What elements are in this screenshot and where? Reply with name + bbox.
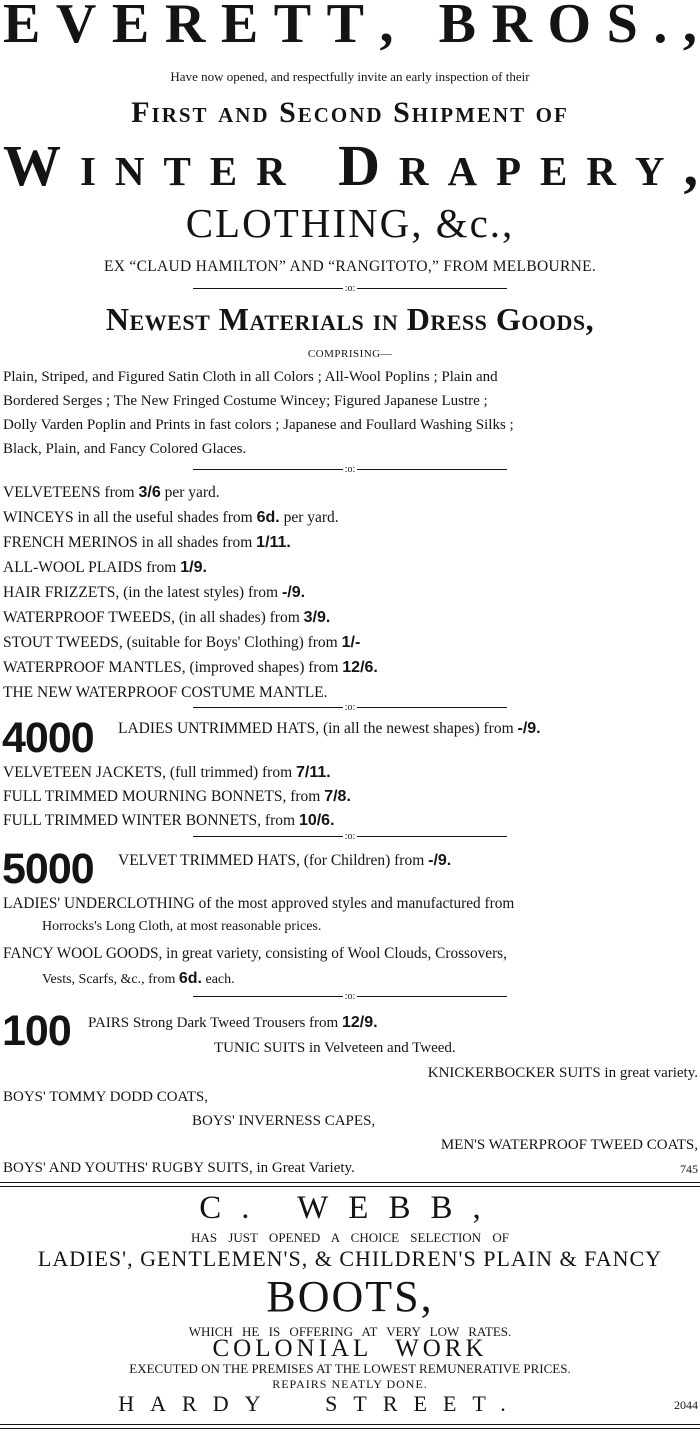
- colonial-heading: COLONIAL WORK: [212, 1335, 488, 1362]
- price-item: FRENCH MERINOS in all shades from 1/11.: [3, 534, 291, 551]
- divider-rule: [0, 1428, 700, 1429]
- dress-line: Dolly Varden Poplin and Prints in fast colors ; Japanese and Foullard Washing Silks ;: [3, 417, 514, 433]
- heading-letter: y: [634, 133, 665, 198]
- velvet-item: VELVET TRIMMED HATS, (for Children) from -/9.: [118, 852, 452, 869]
- rugby-line: BOYS' AND YOUTHS' RUGBY SUITS, in Great Variety.: [3, 1160, 355, 1176]
- ships-line: EX “CLAUD HAMILTON” AND “RANGITOTO,” FROM MELBOURNE.: [103, 258, 597, 275]
- separator: :o:: [0, 701, 700, 713]
- webb-name: C. WEBB,: [199, 1190, 501, 1226]
- heading-letter: e: [540, 133, 568, 198]
- shipment-heading: First and Second Shipment of: [131, 96, 569, 129]
- heading-letter: E: [111, 0, 151, 55]
- heading-letter: T: [326, 0, 365, 55]
- tommy-line: BOYS' TOMMY DODD COATS,: [3, 1089, 208, 1105]
- price-item: VELVETEEN JACKETS, (full trimmed) from 7/11.: [3, 764, 331, 781]
- heading-letter: W: [3, 133, 61, 198]
- street-line: HARDY STREET.: [118, 1391, 522, 1416]
- price-item: ALL-WOOL PLAIDS from 1/9.: [3, 559, 207, 576]
- price-item: FULL TRIMMED WINTER BONNETS, from 10/6.: [3, 812, 335, 829]
- knicker-line: KNICKERBOCKER SUITS in great variety.: [427, 1065, 698, 1081]
- mens-line: MEN'S WATERPROOF TWEED COATS,: [440, 1137, 698, 1153]
- heading-letter: t: [163, 133, 191, 198]
- intro-line: Have now opened, and respectfully invite an early inspection of their: [170, 69, 530, 84]
- heading-letter: i: [79, 133, 96, 198]
- price-item: FULL TRIMMED MOURNING BONNETS, from 7/8.: [3, 788, 351, 805]
- wool-line: Vests, Scarfs, &c., from 6d. each.: [42, 970, 235, 987]
- separator: :o:: [0, 990, 700, 1002]
- separator: :o:: [0, 830, 700, 842]
- clothing-heading: CLOTHING, &c.,: [185, 200, 515, 246]
- webb-line: WHICH HE IS OFFERING AT VERY LOW RATES.: [188, 1324, 512, 1339]
- heading-letter: ,: [379, 0, 395, 55]
- heading-letter: R: [491, 0, 533, 55]
- price-item: WATERPROOF TWEEDS, (in all shades) from 3/9.: [3, 609, 331, 626]
- tunic-line: TUNIC SUITS in Velveteen and Tweed.: [214, 1040, 456, 1056]
- heading-letter: E: [220, 0, 260, 55]
- heading-letter: ,: [683, 133, 698, 198]
- divider-rule: [0, 1186, 700, 1187]
- price-item: VELVETEENS from 3/6 per yard.: [3, 484, 220, 501]
- heading-letter: S: [606, 0, 639, 55]
- separator: :o:: [0, 282, 700, 294]
- dress-line: Plain, Striped, and Figured Satin Cloth in all Colors ; All-Wool Poplins ; Plain and: [3, 369, 498, 385]
- winter-drapery-heading: [3, 134, 698, 198]
- underclothing-line: LADIES' UNDERCLOTHING of the most approved styles and manufactured from: [3, 895, 515, 912]
- dress-line: Bordered Serges ; The New Fringed Costume Wincey; Figured Japanese Lustre ;: [3, 393, 488, 409]
- ad-reference: 2044: [674, 1398, 698, 1412]
- boots-heading: BOOTS,: [266, 1272, 434, 1321]
- heading-letter: [305, 134, 320, 198]
- price-item: STOUT TWEEDS, (suitable for Boys' Clothing) from 1/-: [3, 634, 361, 651]
- dress-line: Black, Plain, and Fancy Colored Glaces.: [3, 441, 247, 457]
- webb-line: EXECUTED ON THE PREMISES AT THE LOWEST REMUNERATIVE PRICES.: [129, 1361, 571, 1376]
- dress-goods-heading: Newest Materials in Dress Goods,: [105, 301, 595, 337]
- webb-line: HAS JUST OPENED A CHOICE SELECTION OF: [191, 1230, 509, 1245]
- heading-letter: a: [447, 133, 478, 198]
- heading-letter: O: [547, 0, 593, 55]
- trousers-item: PAIRS Strong Dark Tweed Trousers from 12/9.: [88, 1014, 378, 1031]
- wool-line: FANCY WOOL GOODS, in great variety, consisting of Wool Clouds, Crossovers,: [3, 945, 507, 962]
- trousers-quantity: 100: [2, 1007, 71, 1055]
- webb-line: LADIES', GENTLEMEN'S, & CHILDREN'S PLAIN & FANCY: [37, 1246, 663, 1271]
- heading-letter: V: [55, 0, 98, 55]
- price-item: THE NEW WATERPROOF COSTUME MANTLE.: [3, 684, 328, 701]
- heading-letter: [409, 0, 424, 54]
- heading-letter: r: [256, 133, 286, 198]
- heading-letter: p: [496, 133, 522, 198]
- price-item: WINCEYS in all the useful shades from 6d. per yard.: [3, 509, 339, 526]
- heading-letter: D: [338, 133, 380, 198]
- ad-reference: 745: [680, 1162, 698, 1176]
- webb-line: REPAIRS NEATLY DONE.: [272, 1377, 428, 1391]
- heading-letter: e: [209, 133, 238, 198]
- price-item: HAIR FRIZZETS, (in the latest styles) from -/9.: [3, 584, 306, 601]
- capes-line: BOYS' INVERNESS CAPES,: [192, 1113, 376, 1129]
- divider-rule: [0, 1424, 700, 1425]
- separator: :o:: [0, 463, 700, 475]
- comprising-label: COMPRISING—: [307, 348, 393, 360]
- underclothing-line: Horrocks's Long Cloth, at most reasonable prices.: [42, 919, 322, 934]
- heading-letter: E: [3, 0, 42, 55]
- heading-letter: T: [273, 0, 313, 55]
- heading-letter: .: [653, 0, 669, 55]
- heading-letter: r: [586, 133, 616, 198]
- divider-rule: [0, 1182, 700, 1183]
- hats-item: LADIES UNTRIMMED HATS, (in all the newest shapes) from -/9.: [118, 720, 541, 737]
- heading-letter: r: [398, 133, 429, 198]
- hats-quantity: 4000: [2, 714, 94, 762]
- heading-letter: ,: [682, 0, 698, 55]
- velvet-quantity: 5000: [2, 845, 94, 893]
- price-item: WATERPROOF MANTLES, (improved shapes) from 12/6.: [3, 659, 378, 676]
- firm-name: [3, 0, 698, 54]
- heading-letter: B: [438, 0, 477, 55]
- heading-letter: n: [114, 133, 145, 198]
- heading-letter: R: [164, 0, 207, 55]
